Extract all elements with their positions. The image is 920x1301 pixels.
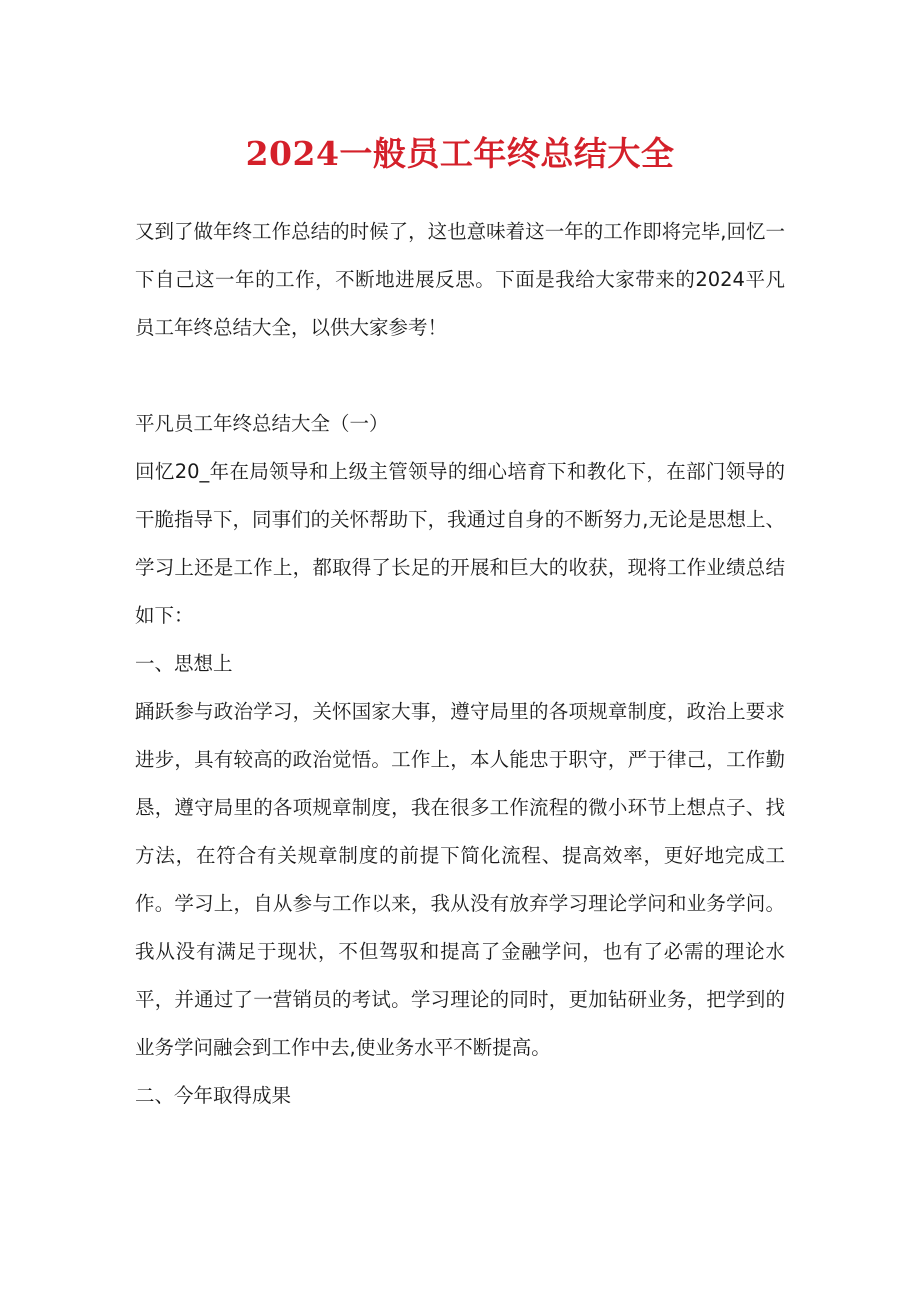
document-title: 2024一般员工年终总结大全 (245, 134, 675, 173)
paragraph-1: 回忆20_年在局领导和上级主管领导的细心培育下和教化下，在部门领导的干脆指导下，同事们的关怀帮助下，我通过自身的不断努力,无论是思想上、学习上还是工作上，都取得了长足的开展和巨大的收获，现将工作业绩总结如下： (135, 460, 785, 627)
document-body (135, 208, 785, 1120)
section-heading: 平凡员工年终总结大全（一） (135, 412, 389, 435)
heading-2: 二、今年取得成果 (135, 1084, 292, 1107)
intro-paragraph: 又到了做年终工作总结的时候了，这也意味着这一年的工作即将完毕,回忆一下自己这一年的工作，不断地进展反思。下面是我给大家带来的2024平凡员工年终总结大全，以供大家参考！ (135, 220, 785, 339)
paragraph-2: 踊跃参与政治学习，关怀国家大事，遵守局里的各项规章制度，政治上要求进步，具有较高的政治觉悟。工作上，本人能忠于职守，严于律己，工作勤恳，遵守局里的各项规章制度，我在很多工作流程的微小环节上想点子、找方法，在符合有关规章制度的前提下简化流程、提高效率，更好地完成工作。学习上，自从参与工作以来，我从没有放弃学习理论学问和业务学问。我从没有满足于现状，不但驾驭和提高了金融学问，也有了必需的理论水平，并通过了一营销员的考试。学习理论的同时，更加钻研业务，把学到的业务学问融会到工作中去,使业务水平不断提高。 (135, 700, 785, 1059)
heading-1: 一、思想上 (135, 652, 233, 675)
paragraph-gap (135, 352, 785, 400)
